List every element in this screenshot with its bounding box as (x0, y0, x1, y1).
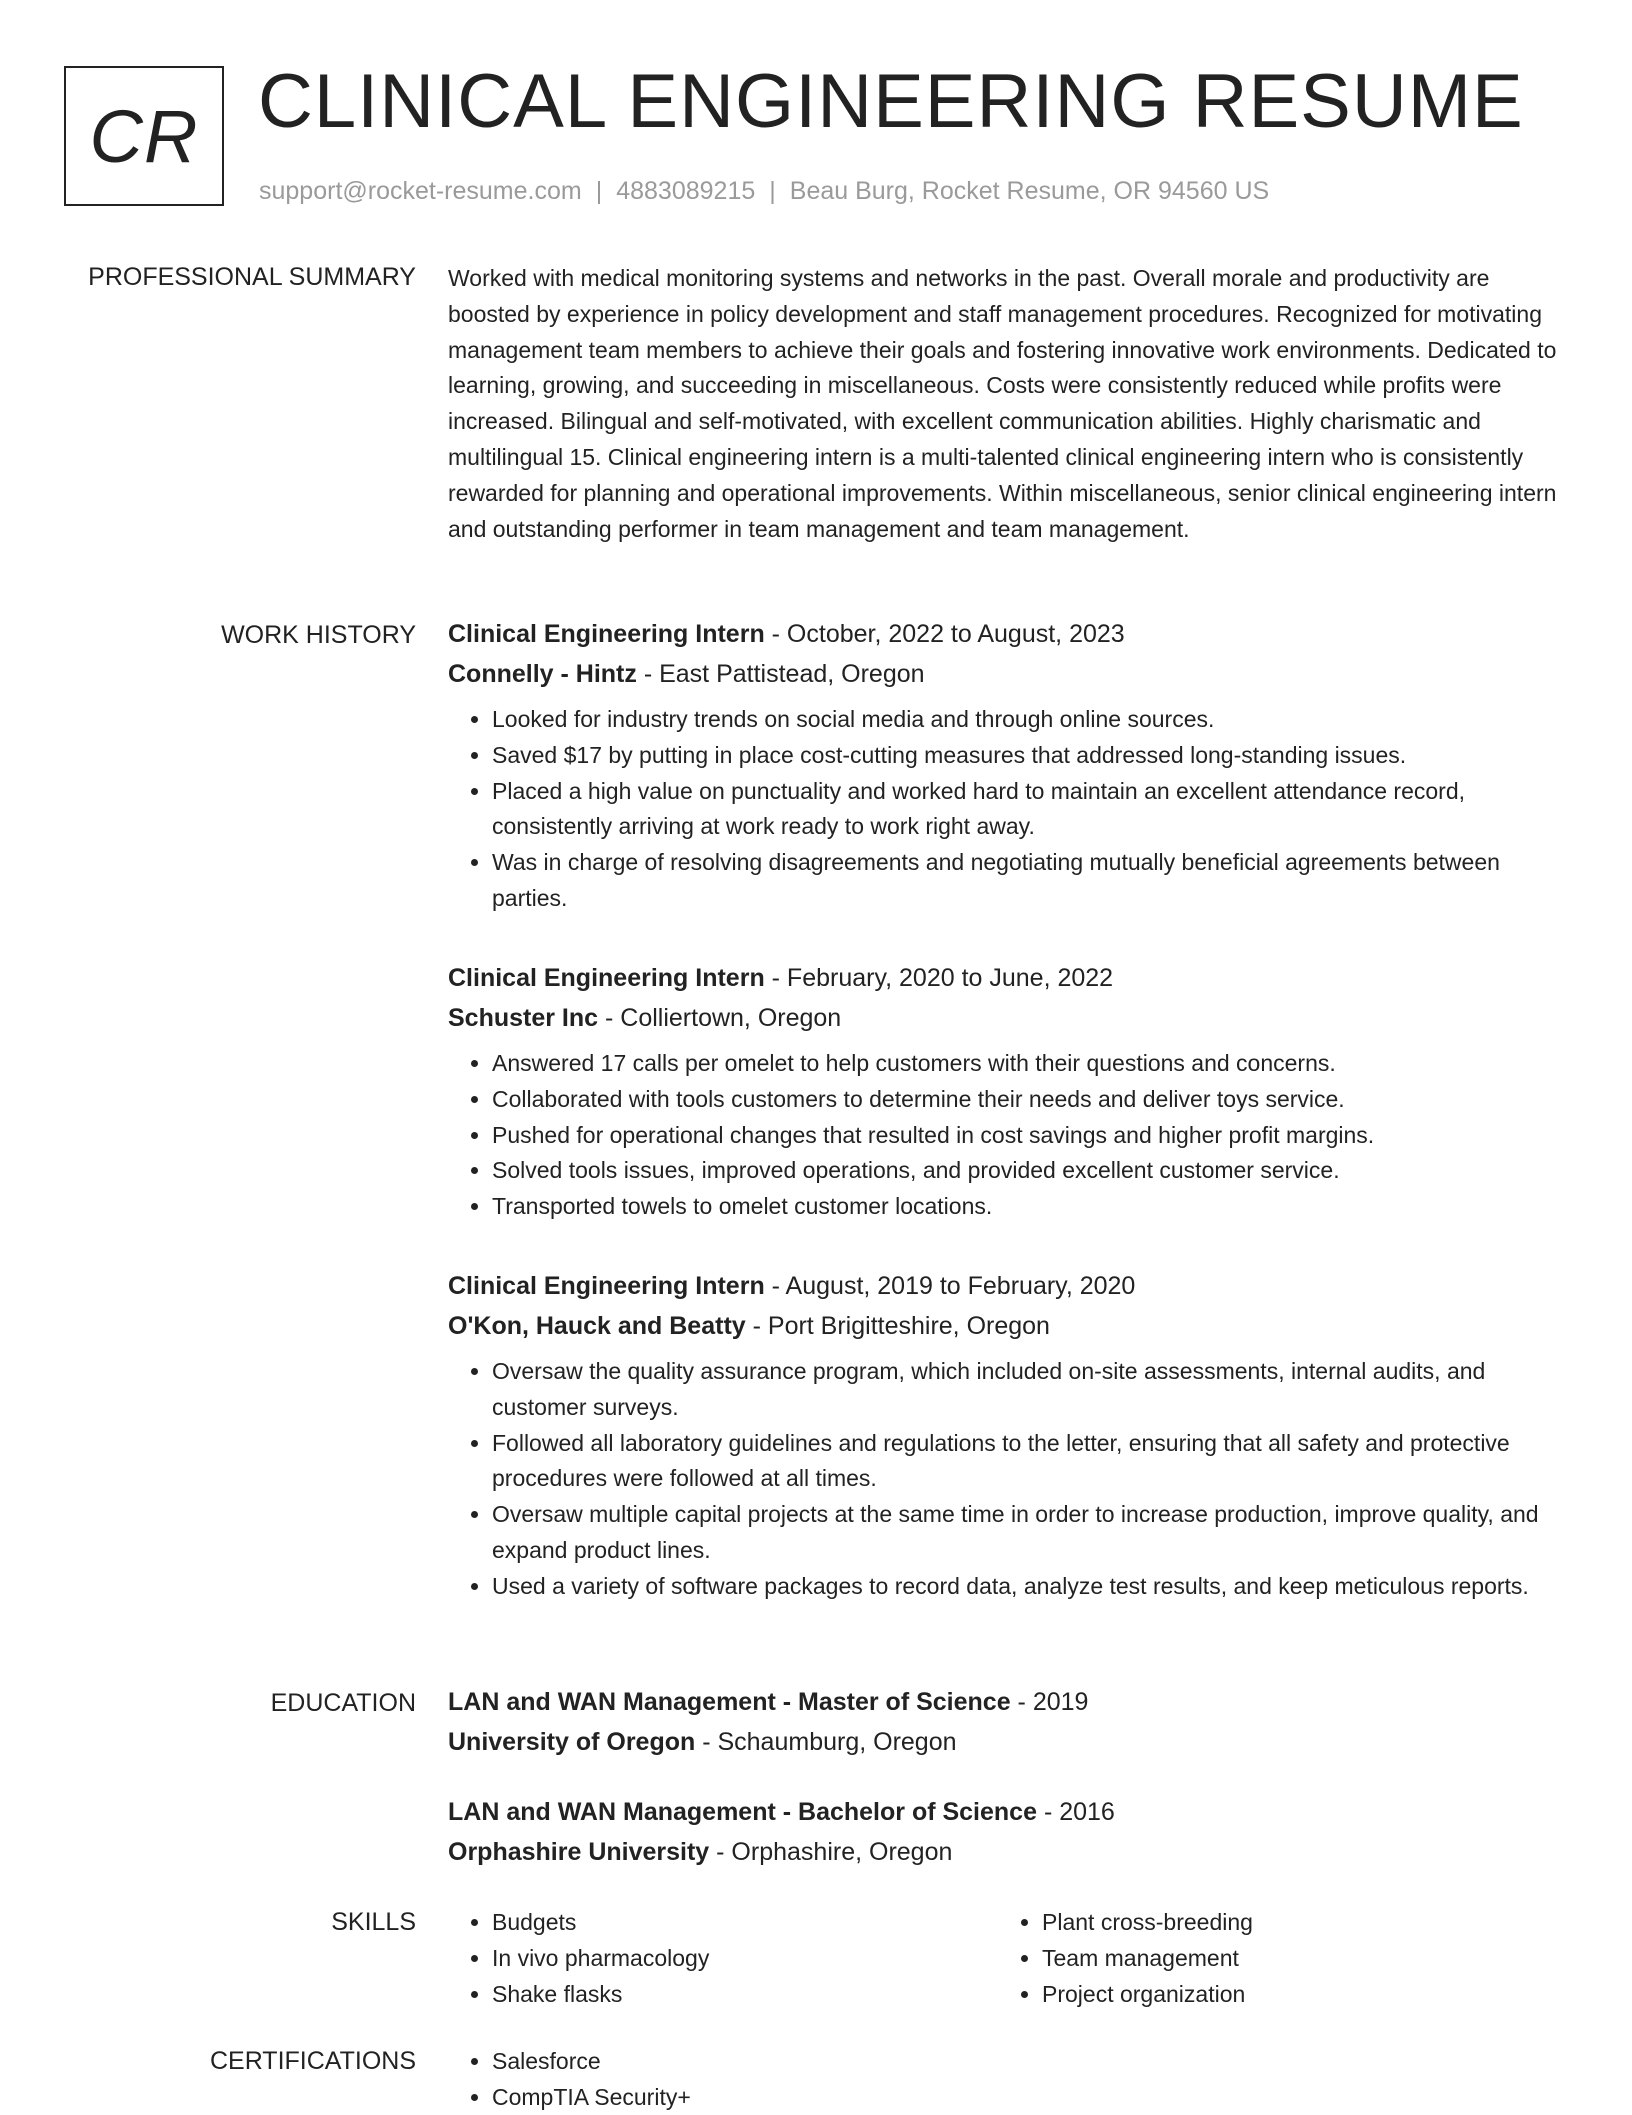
job-company: Schuster Inc (448, 1004, 599, 1032)
list-item: • Budgets (492, 1904, 998, 1940)
job-dates: - February, 2020 to June, 2022 (764, 964, 1114, 992)
list-item: • Project organization (1042, 1976, 1548, 2012)
job-company-line (448, 998, 1568, 1038)
education-school: Orphashire University (448, 1838, 710, 1866)
contact-phone[interactable]: 4883089215 (616, 177, 756, 205)
contact-separator: | (595, 177, 603, 205)
job-location: - Port Brigitteshire, Oregon (745, 1312, 1050, 1340)
education-school-line (448, 1722, 1568, 1762)
list-item: • Solved tools issues, improved operations, and provided excellent customer service. (492, 1153, 1568, 1189)
skills-column-left (448, 1904, 998, 2012)
job-title: Clinical Engineering Intern (448, 1272, 765, 1300)
summary-text: Worked with medical monitoring systems and networks in the past. Overall morale and productivity are boosted by experience in policy development and staff management procedures. Recognized for motivating management team members to achieve their goals and fostering innovative work environments. Dedicated to learning, growing, and succeeding in miscellaneous. Costs were consistently reduced while profits were increased. Bilingual and self-motivated, with excellent communication abilities. Highly charismatic and multilingual 15. Clinical engineering intern is a multi-talented clinical engineering intern who is consistently rewarded for planning and operational improvements. Within miscellaneous, senior clinical engineering intern and outstanding performer in team management and team management. (448, 265, 1557, 542)
list-item: • Was in charge of resolving disagreements and negotiating mutually beneficial agreements between parties. (492, 845, 1568, 917)
job-location: - Colliertown, Oregon (598, 1004, 842, 1032)
job-company-line (448, 1306, 1568, 1346)
list-item: • Looked for industry trends on social media and through online sources. (492, 702, 1568, 738)
education-degree: LAN and WAN Management - Bachelor of Science (448, 1798, 1037, 1826)
job-entry (448, 614, 1568, 917)
education-school-line (448, 1832, 1568, 1872)
contact-email[interactable]: support@rocket-resume.com (259, 177, 582, 205)
job-company: Connelly - Hintz (448, 660, 637, 688)
job-entry (448, 958, 1568, 1225)
section-label-summary: PROFESSIONAL SUMMARY (88, 263, 416, 291)
list-item: • Placed a high value on punctuality and worked hard to maintain an excellent attendance record, consistently arriving at work ready to work right away. (492, 774, 1568, 846)
job-company-line (448, 654, 1568, 694)
job-title: Clinical Engineering Intern (448, 620, 765, 648)
list-item: • Oversaw the quality assurance program, which included on-site assessments, internal audits, and customer surveys. (492, 1354, 1568, 1426)
education-entry (448, 1792, 1568, 1872)
section-label-certifications: CERTIFICATIONS (209, 2047, 416, 2075)
monogram-initials: CR (89, 94, 199, 178)
education-school: University of Oregon (448, 1728, 696, 1756)
list-item: • Shake flasks (492, 1976, 998, 2012)
contact-separator: | (769, 177, 776, 205)
education-location: - Orphashire, Oregon (709, 1838, 953, 1866)
list-item: • Followed all laboratory guidelines and regulations to the letter, ensuring that all safety and protective procedures were followed at all times. (492, 1426, 1568, 1498)
job-title-line (448, 958, 1568, 998)
list-item: • Oversaw multiple capital projects at the same time in order to increase production, improve quality, and expand product lines. (492, 1497, 1568, 1569)
section-label-skills: SKILLS (331, 1908, 416, 1936)
list-item: • Transported towels to omelet customer locations. (492, 1189, 1568, 1225)
list-item: • Team management (1042, 1940, 1548, 1976)
job-title: Clinical Engineering Intern (448, 964, 765, 992)
job-title-line (448, 1266, 1568, 1306)
education-degree-line (448, 1682, 1568, 1722)
list-item: • Answered 17 calls per omelet to help customers with their questions and concerns. (492, 1046, 1568, 1082)
list-item: • Plant cross-breeding (1042, 1904, 1548, 1940)
section-label-work-history: WORK HISTORY (221, 621, 416, 649)
list-item: • Pushed for operational changes that resulted in cost savings and higher profit margins. (492, 1118, 1568, 1154)
job-entry (448, 1266, 1568, 1605)
job-bullets (448, 1046, 1568, 1225)
skills-column-right (998, 1904, 1548, 2012)
summary-body (448, 261, 1568, 547)
certifications-list (448, 2043, 1568, 2115)
contact-address: Beau Burg, Rocket Resume, OR 94560 US (789, 177, 1270, 205)
job-bullets (448, 1354, 1568, 1605)
contact-line (259, 174, 1269, 208)
education-year: - 2019 (1010, 1688, 1089, 1716)
job-dates: - October, 2022 to August, 2023 (764, 620, 1125, 648)
skills-grid (448, 1904, 1568, 2012)
list-item: • In vivo pharmacology (492, 1940, 998, 1976)
list-item: • Used a variety of software packages to record data, analyze test results, and keep meticulous reports. (492, 1569, 1568, 1605)
job-title-line (448, 614, 1568, 654)
education-year: - 2016 (1037, 1798, 1115, 1826)
monogram-box (64, 66, 224, 206)
job-location: - East Pattistead, Oregon (636, 660, 925, 688)
job-dates: - August, 2019 to February, 2020 (764, 1272, 1136, 1300)
job-company: O'Kon, Hauck and Beatty (448, 1312, 746, 1340)
section-label-education: EDUCATION (270, 1689, 416, 1717)
education-location: - Schaumburg, Oregon (695, 1728, 957, 1756)
list-item: • Saved $17 by putting in place cost-cutting measures that addressed long-standing issues. (492, 738, 1568, 774)
education-entry (448, 1682, 1568, 1762)
list-item: • Salesforce (492, 2043, 1568, 2079)
education-degree-line (448, 1792, 1568, 1832)
list-item: • CompTIA Security+ (492, 2079, 1568, 2115)
job-bullets (448, 702, 1568, 917)
list-item: • Collaborated with tools customers to determine their needs and deliver toys service. (492, 1082, 1568, 1118)
resume-title: CLINICAL ENGINEERING RESUME (258, 59, 1524, 144)
education-degree: LAN and WAN Management - Master of Science (448, 1688, 1011, 1716)
